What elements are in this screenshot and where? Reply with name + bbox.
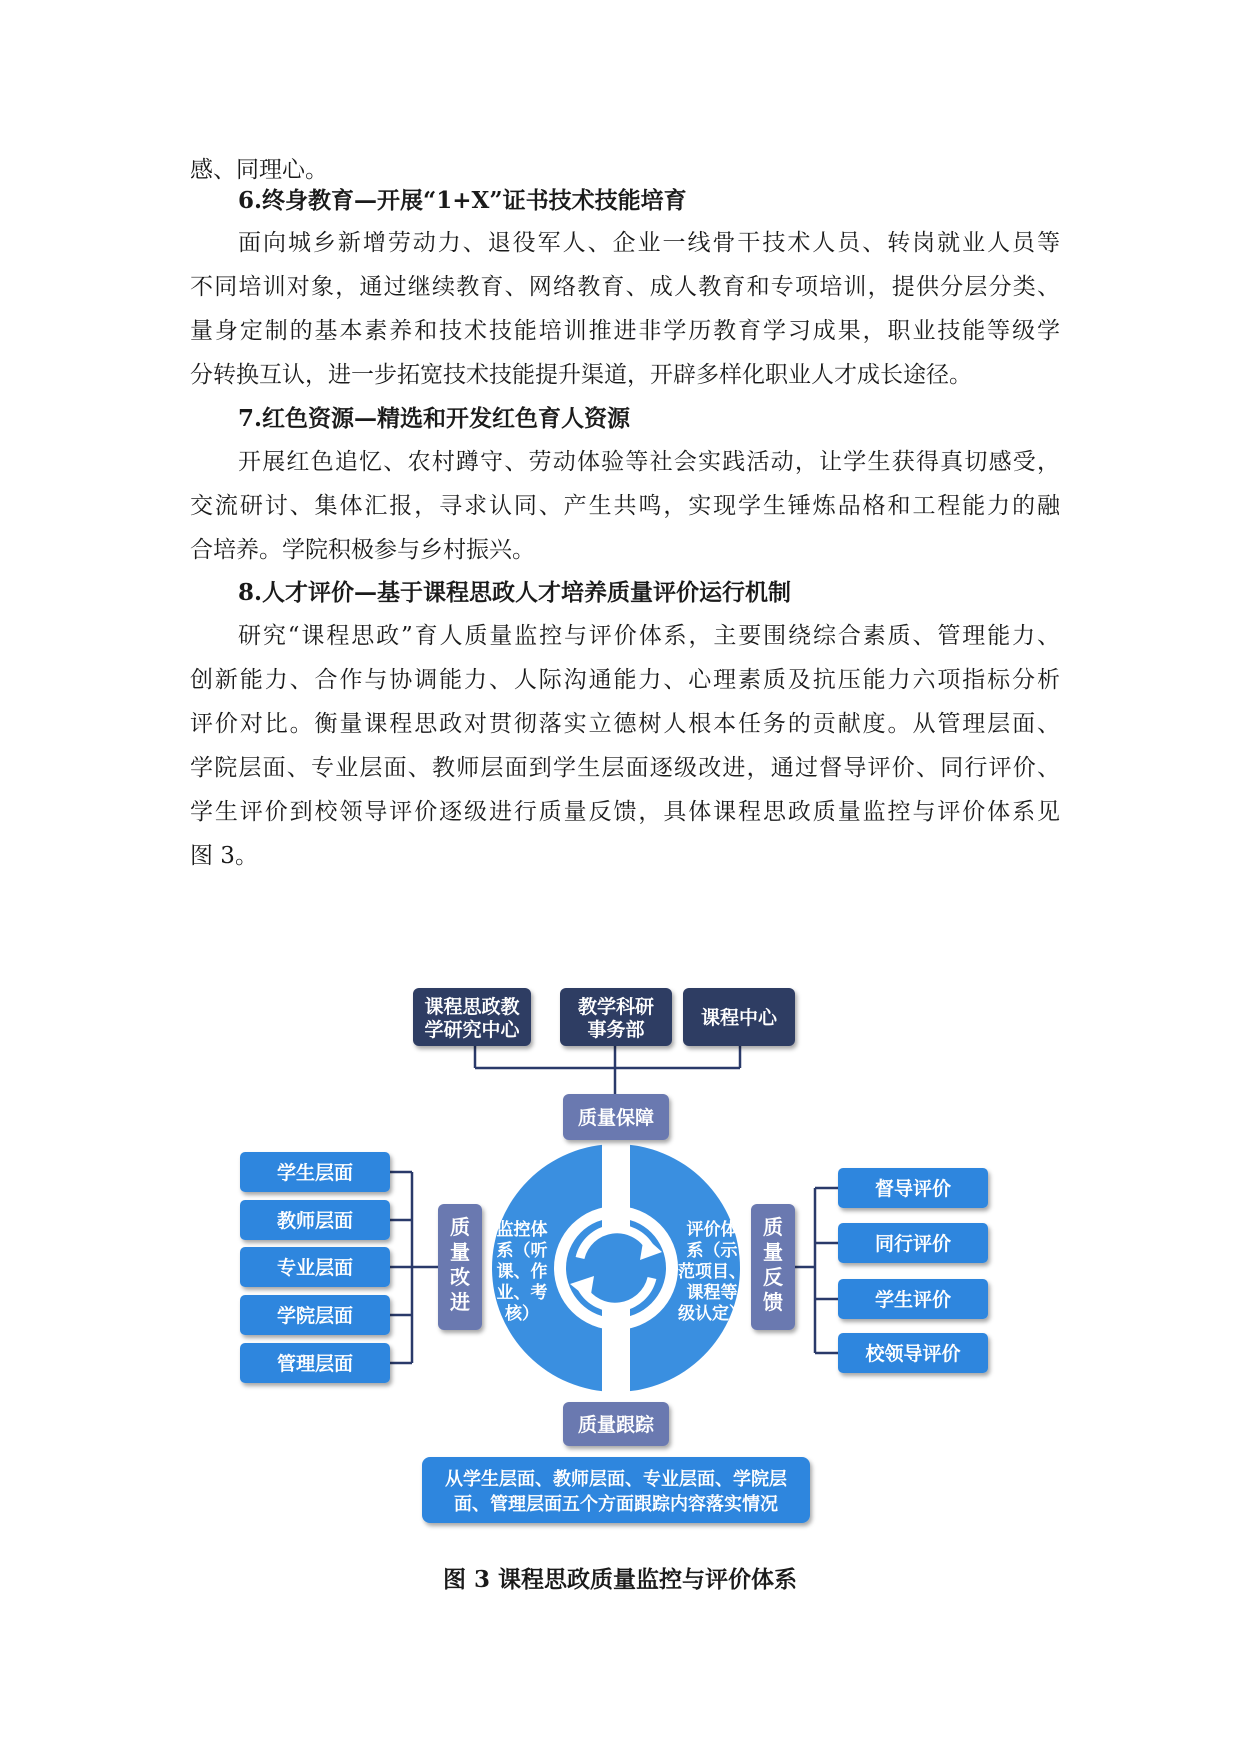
svg-text:质量保障: 质量保障 [577,1107,655,1129]
top-box-affairs-dept [560,988,672,1046]
paragraph-line: 评价对比。衡量课程思政对贯彻落实立德树人根本任务的贡献度。从管理层面、 [190,711,1060,737]
paragraph-line: 图 3。 [190,843,258,869]
quality-feedback-box [751,1204,795,1330]
section-heading-6: 6.终身教育—开展“1+X”证书技术技能培育 [238,187,687,214]
paragraph-line: 交流研讨、集体汇报，寻求认同、产生共鸣，实现学生锤炼品格和工程能力的融 [190,493,1060,519]
svg-text:核）: 核） [505,1304,539,1324]
svg-text:监控体: 监控体 [496,1220,548,1240]
svg-text:质: 质 [450,1215,470,1239]
eval-peer: 同行评价 [874,1233,952,1255]
svg-text:量: 量 [763,1240,783,1264]
level-management: 管理层面 [276,1353,354,1375]
section-heading-7: 7.红色资源—精选和开发红色育人资源 [238,405,631,432]
paragraph-line: 量身定制的基本素养和技术技能培训推进非学历教育学习成果，职业技能等级学 [190,318,1060,344]
svg-text:进: 进 [450,1290,470,1314]
section-heading-8: 8.人才评价—基于课程思政人才培养质量评价运行机制 [238,579,792,606]
paragraph-line: 开展红色追忆、农村蹲守、劳动体验等社会实践活动，让学生获得真切感受， [238,449,1060,475]
paragraph-line: 不同培训对象，通过继续教育、网络教育、成人教育和专项培训，提供分层分类、 [190,274,1060,300]
svg-text:系（示: 系（示 [686,1241,738,1261]
svg-text:馈: 馈 [763,1290,783,1314]
svg-text:系（听: 系（听 [496,1241,548,1261]
svg-text:范项目、: 范项目、 [678,1262,746,1282]
quality-tracking-box [563,1402,669,1446]
top-box-course-center [683,988,795,1046]
svg-text:反: 反 [763,1265,783,1289]
svg-text:教学科研: 教学科研 [577,996,655,1018]
svg-text:评价体: 评价体 [686,1220,738,1240]
svg-text:课、作: 课、作 [496,1262,548,1282]
paragraph-line: 感、同理心。 [190,157,328,183]
paragraph-line: 研究“课程思政”育人质量监控与评价体系，主要围绕综合素质、管理能力、 [238,623,1060,649]
eval-leadership: 校领导评价 [865,1343,961,1365]
quality-assurance-box [563,1094,669,1140]
left-level-boxes [240,1152,390,1383]
quality-improve-box [438,1204,482,1330]
eval-supervisor: 督导评价 [874,1178,952,1200]
paragraph-line: 学生评价到校领导评价逐级进行质量反馈，具体课程思政质量监控与评价体系见 [190,799,1060,825]
paragraph-line: 创新能力、合作与协调能力、人际沟通能力、心理素质及抗压能力六项指标分析 [190,667,1060,693]
svg-text:级认定）: 级认定） [678,1304,746,1324]
level-major: 专业层面 [276,1257,354,1279]
level-teacher: 教师层面 [276,1210,354,1232]
paragraph-line: 分转换互认，进一步拓宽技术技能提升渠道，开辟多样化职业人才成长途径。 [190,362,972,388]
svg-text:量: 量 [450,1240,470,1264]
figure-caption: 图 3 课程思政质量监控与评价体系 [442,1566,798,1593]
bottom-tracking-box [422,1457,810,1523]
svg-text:事务部: 事务部 [587,1019,645,1041]
level-student: 学生层面 [276,1162,354,1184]
eval-student: 学生评价 [874,1289,952,1311]
svg-text:业、考: 业、考 [496,1283,548,1303]
right-eval-boxes [838,1168,988,1373]
level-college: 学院层面 [276,1305,354,1327]
svg-text:从学生层面、教师层面、专业层面、学院层: 从学生层面、教师层面、专业层面、学院层 [445,1469,787,1490]
paragraph-line: 学院层面、专业层面、教师层面到学生层面逐级改进，通过督导评价、同行评价、 [190,755,1060,781]
svg-text:面、管理层面五个方面跟踪内容落实情况: 面、管理层面五个方面跟踪内容落实情况 [454,1494,778,1515]
paragraph-line: 面向城乡新增劳动力、退役军人、企业一线骨干技术人员、转岗就业人员等 [238,230,1060,256]
svg-text:课程思政教: 课程思政教 [424,996,520,1018]
svg-text:质: 质 [763,1215,783,1239]
svg-text:学研究中心: 学研究中心 [424,1019,520,1041]
svg-text:质量跟踪: 质量跟踪 [577,1414,655,1436]
svg-text:课程中心: 课程中心 [700,1007,778,1029]
top-box-research-center [413,988,531,1046]
svg-text:改: 改 [450,1265,470,1289]
paragraph-line: 合培养。学院积极参与乡村振兴。 [190,537,535,563]
eval-system-label [678,1219,746,1324]
svg-text:课程等: 课程等 [686,1283,738,1303]
